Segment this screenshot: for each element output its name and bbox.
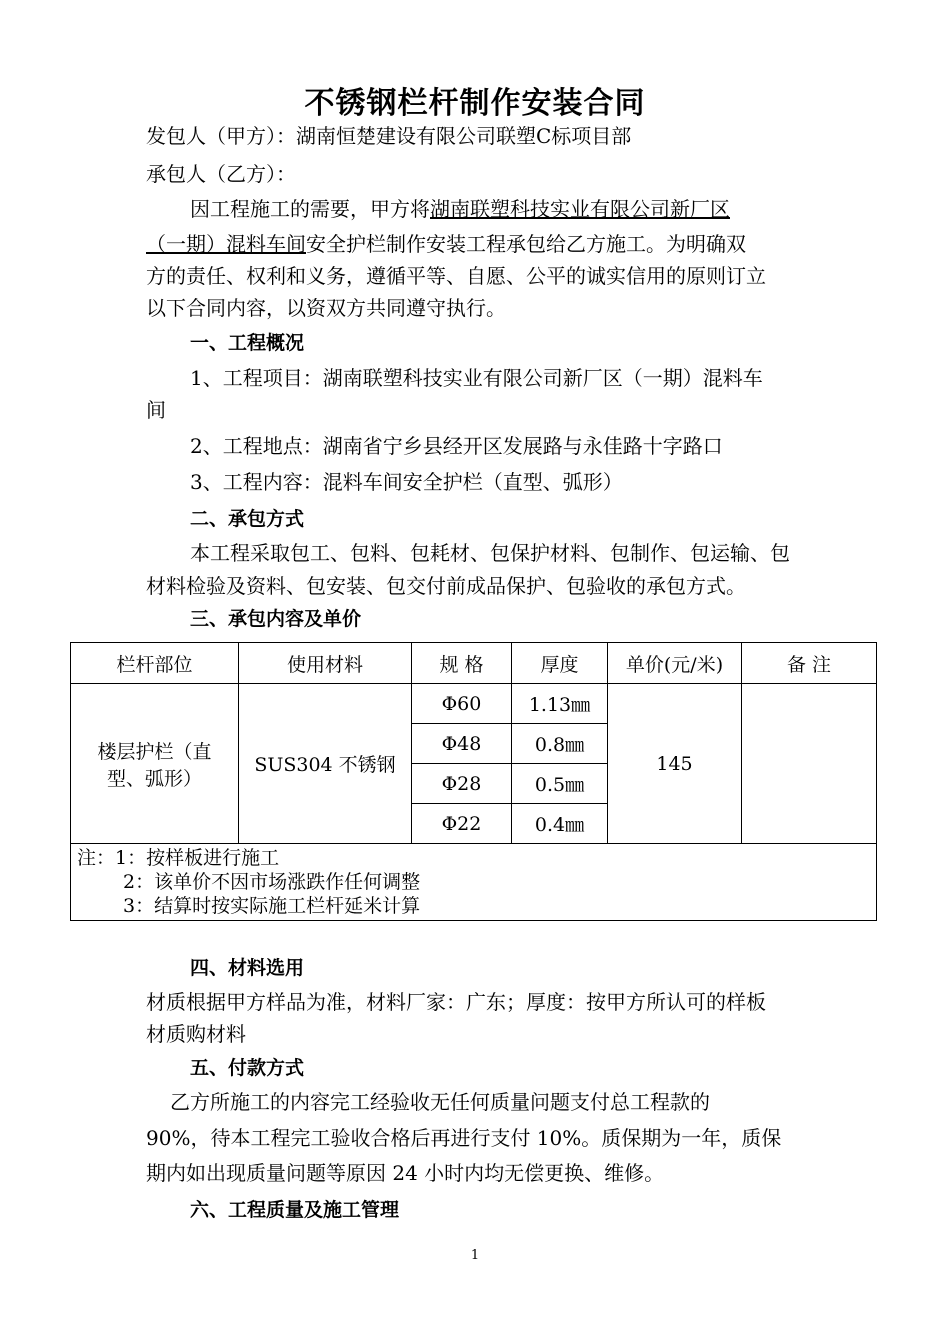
- section-1-item-1-cont: 间: [146, 398, 166, 422]
- intro-line-2: [146, 232, 746, 256]
- section-1-item-3: 3、工程内容：混料车间安全护栏（直型、弧形）: [190, 470, 623, 494]
- section-2-line-1: 本工程采取包工、包料、包耗材、包保护材料、包制作、包运输、包: [190, 541, 790, 565]
- thickness-cell: 0.4㎜: [512, 804, 608, 844]
- section-4-line-2: 材质购材料: [146, 1022, 246, 1046]
- remark-cell: [742, 684, 877, 844]
- section-4-heading: 四、材料选用: [190, 957, 305, 979]
- section-5-line-3: 期内如出现质量问题等原因 24 小时内均无偿更换、维修。: [146, 1161, 665, 1185]
- section-3-heading: 三、承包内容及单价: [190, 608, 362, 630]
- intro-text: 安全护栏制作安装工程承包给乙方施工。为明确双: [306, 232, 746, 256]
- spec-cell: Φ28: [412, 764, 512, 804]
- table-header-row: [71, 643, 877, 684]
- intro-line-3: 方的责任、权利和义务，遵循平等、自愿、公平的诚实信用的原则订立: [146, 264, 766, 288]
- page-number: 1: [470, 1248, 480, 1263]
- section-1-item-1: 1、工程项目：湖南联塑科技实业有限公司新厂区（一期）混料车: [190, 366, 763, 390]
- unit-price-cell: 145: [608, 684, 742, 844]
- party-a-name: 湖南恒楚建设有限公司联塑C标项目部: [296, 124, 632, 148]
- table-header: 规 格: [412, 643, 512, 684]
- table-header: 厚度: [512, 643, 608, 684]
- party-b-line: [146, 162, 296, 186]
- section-1-heading: 一、工程概况: [190, 332, 305, 354]
- section-5-heading: 五、付款方式: [190, 1057, 305, 1079]
- section-1-item-2: 2、工程地点：湖南省宁乡县经开区发展路与永佳路十字路口: [190, 434, 723, 458]
- section-6-heading: 六、工程质量及施工管理: [190, 1199, 400, 1221]
- thickness-cell: 0.8㎜: [512, 724, 608, 764]
- table-header: 单价(元/米): [608, 643, 742, 684]
- railing-part-cell: 楼层护栏（直型、弧形）: [71, 684, 239, 844]
- note-line: 2：该单价不因市场涨跌作任何调整: [123, 871, 421, 893]
- party-a-label: 发包人（甲方）：: [146, 124, 296, 148]
- section-5-line-1: 乙方所施工的内容完工经验收无任何质量问题支付总工程款的: [170, 1090, 710, 1114]
- project-name-underlined: 湖南联塑科技实业有限公司新厂区: [430, 197, 730, 221]
- project-name-underlined-cont: （一期）混料车间: [146, 232, 306, 256]
- table-notes-row: [71, 844, 877, 921]
- table-header: 使用材料: [239, 643, 412, 684]
- note-line: 注：1：按样板进行施工: [77, 847, 280, 869]
- material-cell: SUS304 不锈钢: [239, 684, 412, 844]
- section-2-line-2: 材料检验及资料、包安装、包交付前成品保护、包验收的承包方式。: [146, 574, 746, 598]
- thickness-cell: 1.13㎜: [512, 684, 608, 724]
- intro-line-1: [190, 197, 730, 221]
- section-4-line-1: 材质根据甲方样品为准，材料厂家：广东；厚度：按甲方所认可的样板: [146, 990, 766, 1014]
- spec-cell: Φ22: [412, 804, 512, 844]
- section-5-line-2: 90%，待本工程完工验收合格后再进行支付 10%。质保期为一年，质保: [146, 1126, 782, 1150]
- section-2-heading: 二、承包方式: [190, 508, 305, 530]
- intro-line-4: 以下合同内容，以资双方共同遵守执行。: [146, 296, 506, 320]
- price-table: [70, 642, 877, 921]
- party-b-label: 承包人（乙方）：: [146, 162, 296, 186]
- table-header: 栏杆部位: [71, 643, 239, 684]
- spec-cell: Φ48: [412, 724, 512, 764]
- document-title: 不锈钢栏杆制作安装合同: [304, 86, 646, 121]
- party-a-line: [146, 124, 631, 148]
- note-line: 3：结算时按实际施工栏杆延米计算: [123, 895, 421, 917]
- notes-cell: [71, 844, 877, 921]
- spec-cell: Φ60: [412, 684, 512, 724]
- table-header: 备 注: [742, 643, 877, 684]
- thickness-cell: 0.5㎜: [512, 764, 608, 804]
- table-row: [71, 684, 877, 724]
- intro-text: 因工程施工的需要，甲方将: [190, 197, 430, 221]
